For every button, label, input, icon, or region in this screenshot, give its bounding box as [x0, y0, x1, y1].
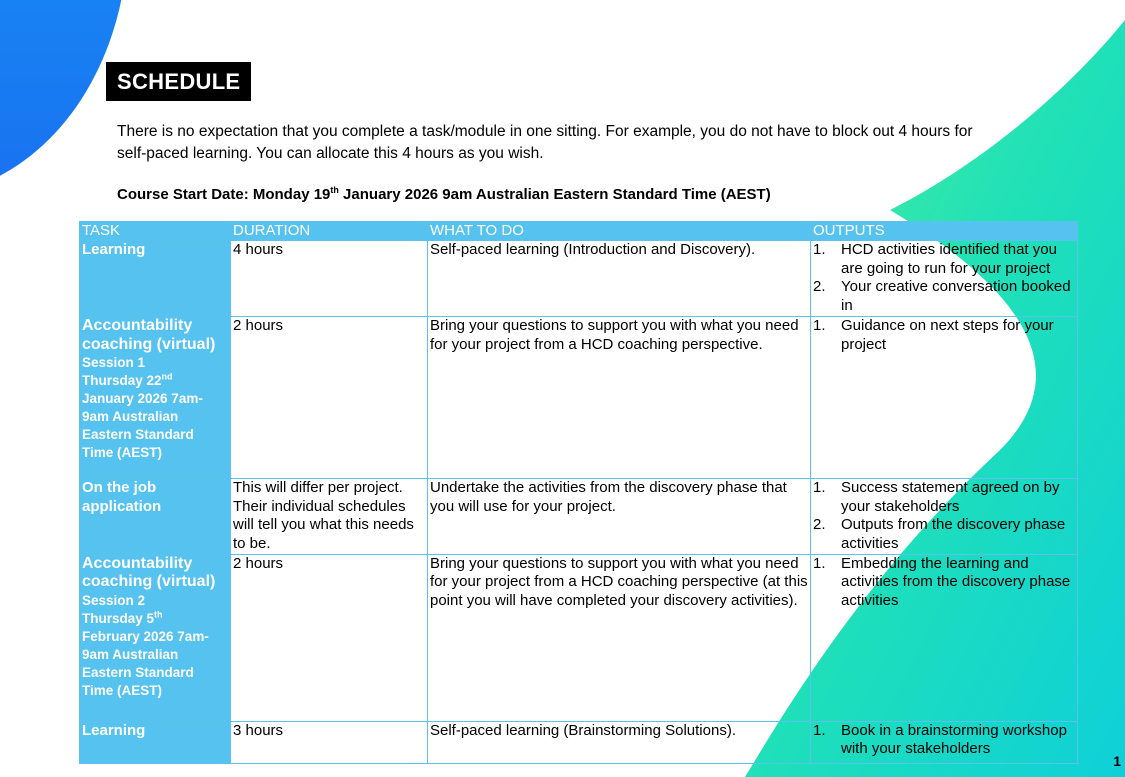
task-cell: On the job application: [80, 478, 231, 554]
table-row: [80, 316, 1078, 478]
list-item: 1. Embedding the learning and activities from the discovery phase activities: [813, 554, 1071, 610]
task-cell: Learning: [80, 241, 231, 317]
task-cell: Learning: [80, 721, 231, 763]
what-cell: Bring your questions to support you with what you need for your project from a HCD coaching perspective.: [428, 316, 811, 478]
header-duration: DURATION: [231, 222, 428, 241]
course-start-date: Course Start Date: Monday 19th January 2026 9am Australian Eastern Standard Time (AEST): [117, 185, 771, 203]
table-row: [80, 554, 1078, 721]
outputs-cell: [811, 241, 1078, 317]
task-cell: Accountability coaching (virtual) Session 2 Thursday 5th February 2026 7am-9am Australian Eastern Standard Time (AEST): [80, 554, 231, 721]
what-cell: Self-paced learning (Introduction and Discovery).: [428, 241, 811, 317]
table-row: [80, 478, 1078, 554]
what-cell: Self-paced learning (Brainstorming Solutions).: [428, 721, 811, 763]
outputs-cell: [811, 316, 1078, 478]
duration-cell: 3 hours: [231, 721, 428, 763]
outputs-cell: [811, 554, 1078, 721]
list-item: 1. Guidance on next steps for your project: [813, 316, 1054, 353]
intro-paragraph: There is no expectation that you complete a task/module in one sitting. For example, you do not have to block out 4 hours for self-paced learning. You can allocate this 4 hours as you wish.: [117, 123, 973, 162]
task-cell: Accountability coaching (virtual) Session 1 Thursday 22nd January 2026 7am-9am Australian Eastern Standard Time (AEST): [80, 316, 231, 478]
outputs-cell: [811, 721, 1078, 763]
duration-cell: This will differ per project. Their individual schedules will tell you what this needs to be.: [231, 478, 428, 554]
outputs-cell: [811, 478, 1078, 554]
duration-cell: 2 hours: [231, 554, 428, 721]
header-outputs: OUTPUTS: [811, 222, 1078, 241]
header-task: TASK: [80, 222, 231, 241]
table-row: [80, 241, 1078, 317]
page-number: 1: [1113, 753, 1121, 769]
list-item: 1. Book in a brainstorming workshop with your stakeholders: [813, 721, 1067, 758]
list-item: 2. Outputs from the discovery phase activities: [813, 516, 1066, 552]
what-cell: Bring your questions to support you with what you need for your project from a HCD coaching perspective (at this point you will have completed your discovery activities).: [428, 554, 811, 721]
table-row: [80, 721, 1078, 763]
list-item: 1. Success statement agreed on by your stakeholders: [813, 478, 1060, 515]
header-what-to-do: WHAT TO DO: [428, 222, 811, 241]
table-header-row: [80, 222, 1078, 241]
schedule-table: [79, 221, 1078, 764]
list-item: 1. HCD activities identified that you are going to run for your project: [813, 241, 1057, 277]
list-item: 2. Your creative conversation booked in: [813, 278, 1071, 315]
what-cell: Undertake the activities from the discovery phase that you will use for your project.: [428, 478, 811, 554]
duration-cell: 4 hours: [231, 241, 428, 317]
page-title: SCHEDULE: [106, 62, 251, 101]
duration-cell: 2 hours: [231, 316, 428, 478]
blue-blob-decoration: [0, 0, 132, 212]
